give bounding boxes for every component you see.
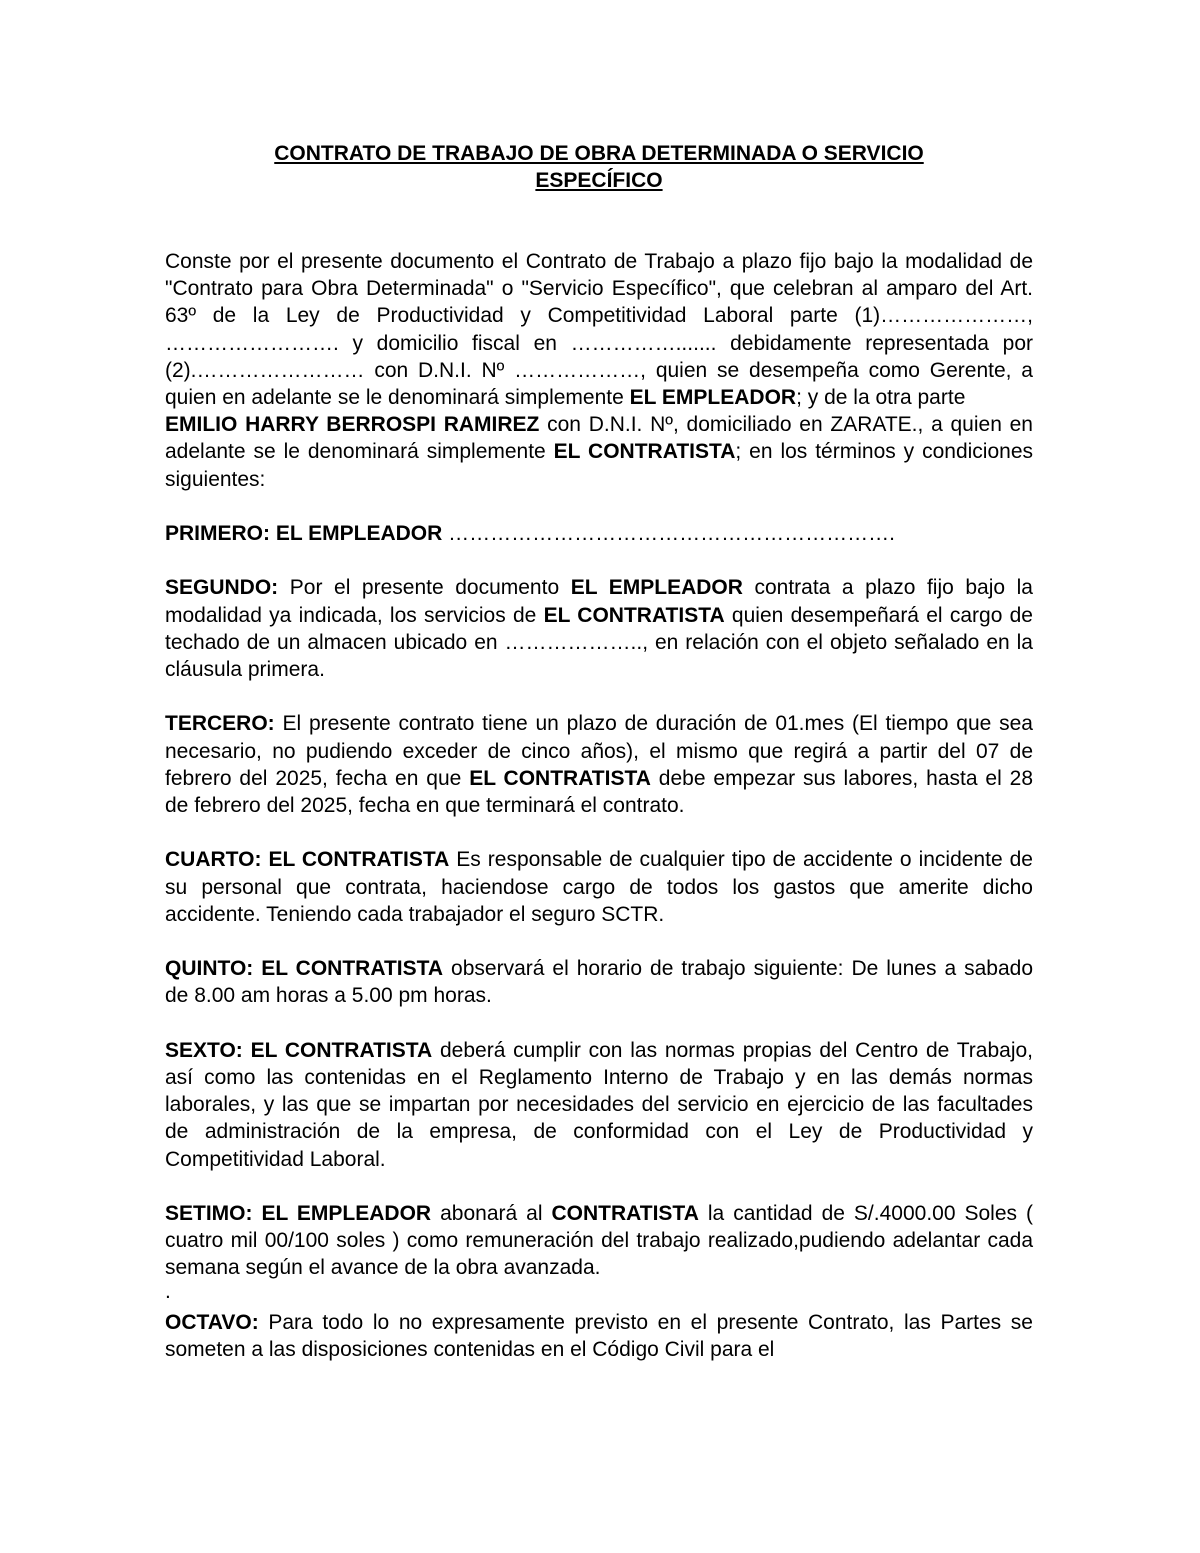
clause-tercero-label: TERCERO:: [165, 712, 275, 736]
intro-contractor-paragraph: [165, 411, 1033, 493]
clause-tercero-text-1: El presente contrato tiene un plazo de duración de 01.mes (El tiempo que sea necesario, no pudiendo exceder de cinco años), el mismo que regirá a partir del 07 de febrero del 2025, fecha en que: [165, 712, 1033, 790]
clause-sexto: [165, 1037, 1033, 1173]
document-body: [165, 248, 1033, 1363]
clause-setimo-text-2: la cantidad de S/.4000.00 Soles ( cuatro mil 00/100 soles ) como remuneración del trabajo realizado,pudiendo adelantar cada semana según el avance de la obra avanzada.: [165, 1202, 1034, 1280]
document-title: [165, 140, 1033, 194]
clause-segundo-bold-1: EL EMPLEADOR: [570, 576, 743, 600]
clause-cuarto-text-1: Es responsable de cualquier tipo de accidente o incidente de su personal que contrata, haciendose cargo de todos los gastos que amerite dicho accidente. Teniendo cada trabajador el seguro SCTR.: [165, 848, 1033, 926]
clause-sexto-text-1: deberá cumplir con las normas propias del Centro de Trabajo, así como las contenidas en el Reglamento Interno de Trabajo y en las demás normas laborales, y las que se impartan por necesidades del servicio en ejercicio de las facultades de administración de la empresa, de conformidad con el Ley de Productividad y Competitividad Laboral.: [165, 1038, 1033, 1171]
clause-primero-text: ……………………………………………………….: [442, 522, 895, 546]
intro-text-2: ; y de la otra parte: [796, 386, 966, 410]
clause-cuarto: [165, 846, 1033, 928]
clause-quinto: [165, 955, 1033, 1009]
clause-cuarto-label: CUARTO: EL CONTRATISTA: [165, 848, 450, 872]
clause-segundo-text-1: Por el presente documento: [278, 576, 571, 600]
clause-setimo-bold-1: CONTRATISTA: [551, 1202, 699, 1225]
clause-octavo: [165, 1309, 1033, 1363]
clause-quinto-label: QUINTO: EL CONTRATISTA: [165, 957, 444, 981]
clause-setimo: [165, 1200, 1033, 1282]
clause-primero: [165, 520, 1033, 547]
clause-primero-label: PRIMERO: EL EMPLEADOR: [165, 522, 443, 546]
clause-segundo: [165, 574, 1033, 683]
clause-octavo-label: OCTAVO:: [165, 1310, 259, 1334]
clause-segundo-bold-2: EL CONTRATISTA: [543, 603, 725, 627]
intro2-contractor-term: EL CONTRATISTA: [553, 440, 736, 464]
clause-tercero-bold-1: EL CONTRATISTA: [469, 766, 651, 790]
clause-segundo-text-2: contrata a plazo fijo bajo la modalidad ya indicada, los servicios de: [165, 576, 1033, 627]
intro-text-1: Conste por el presente documento el Contrato de Trabajo a plazo fijo bajo la modalidad de "Contrato para Obra Determinada" o "Servicio Específico", que celebran al amparo del Art. 63º de la Ley de Productividad y Competitividad Laboral parte (1)…………………, ……………………. y domicilio fiscal en ……………....... debidamente representada por (2).…………………… con D.N.I. Nº ………………, quien se desempeña como Gerente, a quien en adelante se le denominará simplemente: [165, 250, 1033, 410]
title-line-1: CONTRATO DE TRABAJO DE OBRA DETERMINADA O SERVICIO: [274, 142, 924, 165]
intro2-text-2: ; en los términos y condiciones siguientes:: [165, 440, 1033, 491]
intro2-text-1: con D.N.I. Nº, domiciliado en ZARATE., a quien en adelante se le denominará simplemente: [165, 413, 1033, 464]
clause-sexto-label: SEXTO: EL CONTRATISTA: [165, 1038, 433, 1062]
clause-octavo-text-1: Para todo lo no expresamente previsto en el presente Contrato, las Partes se someten a las disposiciones contenidas en el Código Civil para el: [165, 1310, 1033, 1361]
clause-setimo-label: SETIMO: EL EMPLEADOR: [165, 1202, 432, 1225]
stray-dot: .: [165, 1279, 171, 1303]
contractor-name: EMILIO HARRY BERROSPI RAMIREZ: [165, 413, 540, 437]
clause-tercero-text-2: debe empezar sus labores, hasta el 28 de febrero del 2025, fecha en que terminará el contrato.: [165, 766, 1033, 818]
intro-employer-term: EL EMPLEADOR: [629, 386, 797, 410]
clause-quinto-text-1: observará el horario de trabajo siguiente: De lunes a sabado de 8.00 am horas a 5.00 pm horas.: [165, 957, 1033, 1008]
clause-tercero: [165, 710, 1033, 819]
clause-segundo-text-3: quien desempeñará el cargo de techado de un almacen ubicado en ……………….., en relación con el objeto señalado en la cláusula primera.: [165, 603, 1033, 682]
title-line-2: ESPECÍFICO: [535, 169, 663, 192]
intro-paragraph: [165, 248, 1033, 411]
clause-segundo-label: SEGUNDO:: [165, 576, 279, 600]
clause-setimo-text-1: abonará al: [431, 1202, 552, 1225]
